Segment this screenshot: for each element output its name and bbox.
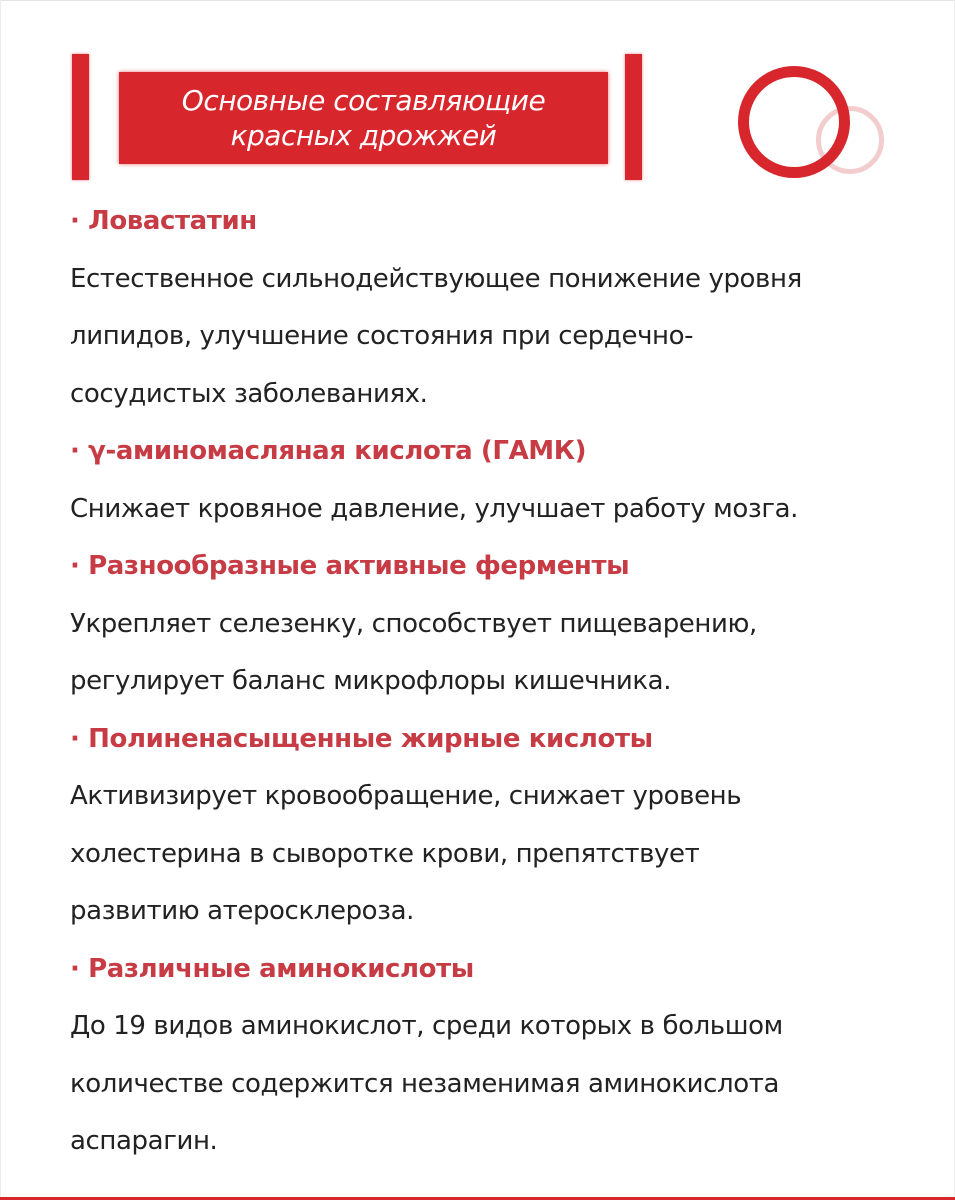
section-text-line: количестве содержится незаменимая аминокислота	[70, 1068, 780, 1099]
section-text-line: До 19 видов аминокислот, среди которых в большом	[70, 1011, 783, 1041]
section-enzymes	[70, 538, 900, 711]
section-heading: · Полиненасыщенные жирные кислоты	[70, 723, 653, 754]
section-text-line: Укрепляет селезенку, способствует пищеварению,	[70, 608, 757, 639]
frame-left-border	[0, 0, 1, 1200]
section-lovastatin	[70, 193, 900, 423]
section-text-line: липидов, улучшение состояния при сердечно-	[70, 321, 694, 351]
section-heading: · γ-аминомасляная кислота (ГАМК)	[70, 436, 587, 466]
section-text-line: холестерина в сыворотке крови, препятствует	[70, 838, 700, 869]
section-heading: · Ловастатин	[70, 206, 257, 236]
section-text-line: Естественное сильнодействующее понижение уровня	[70, 263, 802, 294]
decorative-ring-icon	[738, 66, 850, 178]
title-banner	[119, 72, 608, 164]
banner-right-bar	[625, 54, 642, 180]
section-text-line: сосудистых заболеваниях.	[70, 378, 428, 409]
section-gaba	[70, 423, 900, 538]
title-line-2: красных дрожжей	[230, 119, 497, 152]
section-fatty-acids	[70, 711, 900, 941]
banner-left-bar	[72, 54, 89, 180]
title-line-1: Основные составляющие	[181, 84, 546, 117]
section-text-line: регулирует баланс микрофлоры кишечника.	[70, 666, 672, 696]
components-list	[70, 193, 900, 1171]
section-text-line: Снижает кровяное давление, улучшает работу мозга.	[70, 493, 798, 524]
frame-top-border	[0, 0, 955, 4]
section-heading: · Различные аминокислоты	[70, 953, 474, 984]
section-text-line: Активизирует кровообращение, снижает уровень	[70, 781, 742, 811]
section-text-line: развитию атеросклероза.	[70, 896, 415, 926]
section-text-line: аспарагин.	[70, 1126, 218, 1156]
section-amino-acids	[70, 941, 900, 1171]
section-heading: · Разнообразные активные ферменты	[70, 551, 630, 581]
